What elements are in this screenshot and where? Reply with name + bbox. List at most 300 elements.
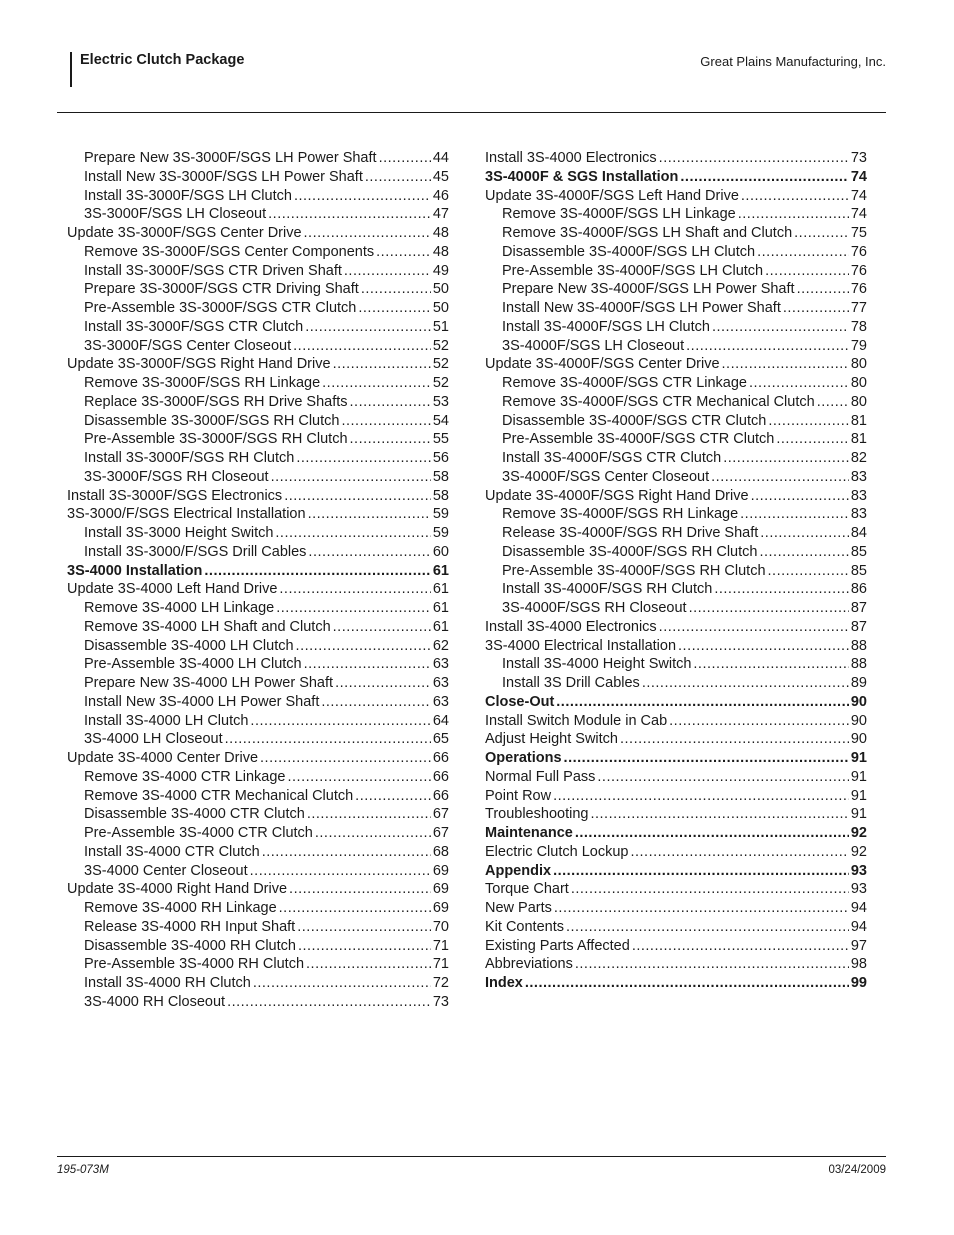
dot-leader bbox=[298, 937, 431, 956]
toc-entry[interactable] bbox=[485, 430, 867, 449]
toc-entry-title: Install 3S-4000 Height Switch bbox=[502, 656, 692, 673]
toc-entry-title: Existing Parts Affected bbox=[485, 937, 630, 954]
toc-entry[interactable] bbox=[67, 562, 449, 581]
dot-leader bbox=[358, 299, 430, 318]
toc-entry-title: Update 3S-4000F/SGS Left Hand Drive bbox=[485, 187, 739, 204]
toc-entry[interactable] bbox=[485, 505, 867, 524]
toc-entry[interactable] bbox=[67, 449, 449, 468]
toc-entry[interactable] bbox=[485, 862, 867, 881]
toc-entry-page: 84 bbox=[850, 525, 867, 541]
toc-entry-title: Pre-Assemble 3S-3000F/SGS RH Clutch bbox=[84, 431, 348, 448]
toc-entry[interactable] bbox=[485, 712, 867, 731]
dot-leader bbox=[783, 299, 849, 318]
dot-leader bbox=[760, 524, 849, 543]
dot-leader bbox=[306, 955, 431, 974]
toc-entry-page: 48 bbox=[432, 243, 449, 260]
toc-entry-page: 88 bbox=[850, 656, 867, 673]
toc-entry[interactable] bbox=[485, 599, 867, 618]
dot-leader bbox=[776, 430, 848, 449]
toc-entry[interactable] bbox=[485, 149, 867, 168]
toc-entry-title: Pre-Assemble 3S-4000 CTR Clutch bbox=[84, 825, 313, 841]
dot-leader bbox=[296, 637, 431, 656]
toc-entry-page: 91 bbox=[850, 768, 867, 785]
dot-leader bbox=[678, 637, 849, 656]
toc-entry-page: 91 bbox=[850, 806, 867, 823]
toc-entry-page: 62 bbox=[432, 637, 449, 654]
dot-leader bbox=[686, 337, 849, 356]
toc-entry-page: 61 bbox=[432, 600, 449, 616]
toc-entry[interactable] bbox=[67, 618, 449, 637]
toc-entry-title: Install 3S-4000 Electronics bbox=[485, 150, 657, 166]
toc-entry-title: 3S-3000F/SGS Center Closeout bbox=[84, 337, 292, 354]
toc-entry[interactable] bbox=[485, 337, 867, 356]
toc-entry-title: Remove 3S-4000 LH Shaft and Clutch bbox=[84, 618, 331, 635]
toc-entry-page: 59 bbox=[432, 525, 449, 541]
toc-entry-page: 90 bbox=[850, 731, 867, 748]
toc-entry-page: 55 bbox=[432, 431, 449, 448]
toc-entry[interactable] bbox=[67, 543, 449, 562]
toc-entry[interactable] bbox=[485, 787, 867, 806]
dot-leader bbox=[322, 374, 431, 393]
toc-entry-page: 66 bbox=[432, 787, 449, 804]
toc-entry-title: Prepare New 3S-3000F/SGS LH Power Shaft bbox=[84, 150, 377, 166]
toc-entry-page: 60 bbox=[432, 543, 449, 560]
dot-leader bbox=[630, 843, 848, 862]
dot-leader bbox=[768, 412, 849, 431]
toc-entry[interactable] bbox=[485, 243, 867, 262]
toc-entry-title: Torque Chart bbox=[485, 881, 569, 898]
dot-leader bbox=[355, 787, 431, 806]
toc-entry-title: 3S-4000F/SGS LH Closeout bbox=[502, 337, 685, 354]
toc-entry[interactable] bbox=[485, 168, 867, 187]
dot-leader bbox=[289, 880, 431, 899]
toc-entry-page: 83 bbox=[850, 506, 867, 523]
toc-entry[interactable] bbox=[485, 374, 867, 393]
toc-entry-page: 74 bbox=[850, 187, 867, 204]
toc-entry[interactable] bbox=[67, 862, 449, 881]
toc-entry[interactable] bbox=[67, 299, 449, 318]
toc-entry-page: 93 bbox=[850, 881, 867, 898]
toc-entry-title: Troubleshooting bbox=[485, 806, 589, 823]
toc-entry-title: Prepare 3S-3000F/SGS CTR Driving Shaft bbox=[84, 281, 359, 298]
toc-entry[interactable] bbox=[485, 262, 867, 281]
toc-entry-page: 83 bbox=[850, 468, 867, 485]
toc-entry[interactable] bbox=[67, 899, 449, 918]
toc-entry[interactable] bbox=[67, 843, 449, 862]
dot-leader bbox=[553, 862, 849, 881]
toc-entry[interactable] bbox=[67, 880, 449, 899]
toc-entry-title: Update 3S-4000F/SGS Center Drive bbox=[485, 356, 720, 373]
toc-entry-title: Remove 3S-4000 CTR Mechanical Clutch bbox=[84, 787, 354, 804]
toc-entry[interactable] bbox=[485, 318, 867, 337]
dot-leader bbox=[294, 187, 431, 206]
toc-entry-title: Remove 3S-4000F/SGS LH Shaft and Clutch bbox=[502, 225, 793, 241]
toc-entry-page: 80 bbox=[850, 356, 867, 373]
toc-entry-title: Install 3S-4000 CTR Clutch bbox=[84, 843, 260, 860]
toc-entry-title: Pre-Assemble 3S-4000 RH Clutch bbox=[84, 956, 305, 973]
dot-leader bbox=[376, 243, 431, 262]
dot-leader bbox=[227, 993, 431, 1012]
toc-entry-title: 3S-3000/F/SGS Electrical Installation bbox=[67, 506, 306, 523]
toc-entry-title: Appendix bbox=[485, 862, 552, 879]
dot-leader bbox=[740, 505, 849, 524]
toc-entry[interactable] bbox=[485, 187, 867, 206]
toc-entry-page: 54 bbox=[432, 412, 449, 429]
toc-entry-title: Prepare New 3S-4000F/SGS LH Power Shaft bbox=[502, 281, 795, 298]
toc-entry[interactable] bbox=[67, 318, 449, 337]
toc-entry-page: 47 bbox=[432, 206, 449, 223]
toc-entry-title: Operations bbox=[485, 750, 562, 766]
toc-entry-title: Point Row bbox=[485, 787, 552, 804]
toc-entry-title: Remove 3S-3000F/SGS RH Linkage bbox=[84, 375, 321, 391]
dot-leader bbox=[279, 580, 430, 599]
toc-entry-page: 71 bbox=[432, 956, 449, 973]
dot-leader bbox=[759, 543, 848, 562]
toc-entry-title: Pre-Assemble 3S-4000F/SGS RH Clutch bbox=[502, 562, 766, 579]
dot-leader bbox=[797, 280, 849, 299]
toc-entry-title: Pre-Assemble 3S-4000 LH Clutch bbox=[84, 656, 302, 673]
toc-entry-title: Update 3S-3000F/SGS Right Hand Drive bbox=[67, 356, 331, 373]
dot-leader bbox=[680, 168, 848, 187]
toc-entry-page: 72 bbox=[432, 975, 449, 991]
toc-entry-title: Kit Contents bbox=[485, 918, 564, 935]
dot-leader bbox=[276, 599, 431, 618]
toc-entry-title: 3S-4000 Electrical Installation bbox=[485, 637, 677, 654]
toc-entry[interactable] bbox=[67, 918, 449, 937]
toc-entry[interactable] bbox=[485, 693, 867, 712]
toc-entry-page: 92 bbox=[850, 843, 867, 860]
toc-entry-title: Disassemble 3S-4000F/SGS CTR Clutch bbox=[502, 412, 767, 429]
toc-entry-page: 94 bbox=[850, 918, 867, 935]
toc-entry-page: 87 bbox=[850, 618, 867, 635]
toc-entry[interactable] bbox=[67, 580, 449, 599]
toc-entry[interactable] bbox=[67, 262, 449, 281]
toc-entry[interactable] bbox=[67, 393, 449, 412]
toc-entry-title: Index bbox=[485, 975, 523, 991]
toc-entry[interactable] bbox=[67, 149, 449, 168]
toc-entry[interactable] bbox=[485, 468, 867, 487]
dot-leader bbox=[590, 805, 848, 824]
dot-leader bbox=[689, 599, 849, 618]
toc-entry[interactable] bbox=[67, 374, 449, 393]
toc-entry[interactable] bbox=[67, 712, 449, 731]
toc-entry[interactable] bbox=[67, 505, 449, 524]
toc-entry[interactable] bbox=[485, 355, 867, 374]
toc-entry[interactable] bbox=[67, 487, 449, 506]
toc-entry-title: Install 3S-4000F/SGS LH Clutch bbox=[502, 318, 710, 335]
toc-entry[interactable] bbox=[67, 524, 449, 543]
toc-entry-title: Normal Full Pass bbox=[485, 768, 596, 785]
toc-entry[interactable] bbox=[485, 224, 867, 243]
dot-leader bbox=[350, 430, 431, 449]
toc-entry[interactable] bbox=[485, 749, 867, 768]
toc-entry-page: 73 bbox=[850, 150, 867, 166]
dot-leader bbox=[262, 843, 431, 862]
dot-leader bbox=[749, 374, 849, 393]
toc-entry-page: 82 bbox=[850, 450, 867, 466]
toc-entry-title: Install 3S-4000F/SGS RH Clutch bbox=[502, 581, 713, 598]
toc-column-left bbox=[67, 149, 449, 1012]
toc-entry-title: Disassemble 3S-4000F/SGS RH Clutch bbox=[502, 543, 758, 560]
toc-entry[interactable] bbox=[485, 543, 867, 562]
dot-leader bbox=[741, 187, 849, 206]
toc-entry-page: 65 bbox=[432, 731, 449, 748]
toc-entry-title: Install 3S-3000F/SGS RH Clutch bbox=[84, 450, 295, 466]
dot-leader bbox=[722, 355, 849, 374]
toc-entry-title: Electric Clutch Lockup bbox=[485, 843, 629, 860]
toc-entry-title: Remove 3S-4000F/SGS LH Linkage bbox=[502, 206, 736, 223]
toc-entry-title: Install 3S-4000 Electronics bbox=[485, 618, 657, 635]
toc-entry-page: 45 bbox=[432, 168, 449, 185]
toc-entry[interactable] bbox=[485, 393, 867, 412]
toc-entry-page: 88 bbox=[850, 637, 867, 654]
dot-leader bbox=[268, 205, 431, 224]
toc-entry[interactable] bbox=[67, 205, 449, 224]
toc-entry-page: 81 bbox=[850, 431, 867, 448]
toc-entry-title: Update 3S-4000 Right Hand Drive bbox=[67, 881, 288, 898]
toc-entry[interactable] bbox=[485, 955, 867, 974]
toc-entry[interactable] bbox=[67, 937, 449, 956]
toc-entry[interactable] bbox=[485, 674, 867, 693]
header-marker-bar bbox=[70, 52, 72, 87]
dot-leader bbox=[308, 505, 431, 524]
dot-leader bbox=[571, 880, 849, 899]
toc-entry[interactable] bbox=[67, 430, 449, 449]
dot-leader bbox=[293, 337, 431, 356]
toc-entry[interactable] bbox=[67, 768, 449, 787]
toc-entry-page: 86 bbox=[850, 581, 867, 598]
dot-leader bbox=[304, 655, 431, 674]
toc-entry-title: Update 3S-4000 Center Drive bbox=[67, 750, 259, 766]
toc-entry[interactable] bbox=[67, 993, 449, 1012]
toc-entry-page: 48 bbox=[432, 225, 449, 241]
toc-entry-title: Maintenance bbox=[485, 825, 573, 841]
toc-entry[interactable] bbox=[485, 824, 867, 843]
toc-entry[interactable] bbox=[67, 412, 449, 431]
toc-entry-page: 67 bbox=[432, 825, 449, 841]
toc-entry-page: 52 bbox=[432, 356, 449, 373]
toc-entry[interactable] bbox=[67, 280, 449, 299]
toc-entry-page: 52 bbox=[432, 337, 449, 354]
dot-leader bbox=[575, 955, 849, 974]
toc-entry-page: 89 bbox=[850, 675, 867, 691]
toc-entry-title: Remove 3S-4000 CTR Linkage bbox=[84, 768, 286, 785]
dot-leader bbox=[288, 768, 431, 787]
toc-entry[interactable] bbox=[67, 468, 449, 487]
toc-entry[interactable] bbox=[485, 524, 867, 543]
dot-leader bbox=[250, 712, 430, 731]
toc-entry[interactable] bbox=[67, 805, 449, 824]
toc-entry-title: Install 3S-3000F/SGS CTR Driven Shaft bbox=[84, 262, 342, 279]
toc-entry-title: 3S-3000F/SGS LH Closeout bbox=[84, 206, 267, 223]
toc-entry[interactable] bbox=[485, 280, 867, 299]
toc-entry-title: 3S-4000 Installation bbox=[67, 562, 203, 579]
toc-entry[interactable] bbox=[67, 955, 449, 974]
toc-entry-page: 63 bbox=[432, 693, 449, 710]
toc-entry[interactable] bbox=[485, 880, 867, 899]
toc-entry-title: 3S-3000F/SGS RH Closeout bbox=[84, 468, 269, 485]
toc-entry-page: 69 bbox=[432, 862, 449, 879]
toc-entry-title: Install New 3S-3000F/SGS LH Power Shaft bbox=[84, 168, 363, 185]
toc-entry-page: 79 bbox=[850, 337, 867, 354]
company-name: Great Plains Manufacturing, Inc. bbox=[700, 54, 886, 69]
dot-leader bbox=[642, 674, 849, 693]
toc-entry[interactable] bbox=[485, 974, 867, 993]
toc-entry-page: 76 bbox=[850, 281, 867, 298]
dot-leader bbox=[333, 355, 431, 374]
toc-entry-title: Install New 3S-4000F/SGS LH Power Shaft bbox=[502, 300, 781, 316]
toc-entry-title: 3S-4000 Center Closeout bbox=[84, 862, 248, 879]
toc-entry-page: 74 bbox=[850, 206, 867, 223]
toc-entry-page: 71 bbox=[432, 937, 449, 954]
toc-entry-title: Pre-Assemble 3S-4000F/SGS CTR Clutch bbox=[502, 431, 775, 448]
dot-leader bbox=[296, 449, 431, 468]
toc-entry[interactable] bbox=[67, 187, 449, 206]
toc-entry-title: Install 3S-4000 LH Clutch bbox=[84, 712, 249, 729]
toc-entry-title: Disassemble 3S-4000F/SGS LH Clutch bbox=[502, 243, 756, 260]
toc-entry-title: Install 3S-3000/F/SGS Drill Cables bbox=[84, 543, 307, 560]
dot-leader bbox=[525, 974, 849, 993]
toc-entry-page: 63 bbox=[432, 656, 449, 673]
toc-entry[interactable] bbox=[485, 412, 867, 431]
dot-leader bbox=[768, 562, 849, 581]
toc-entry-title: Disassemble 3S-4000 CTR Clutch bbox=[84, 806, 305, 823]
toc-entry-page: 69 bbox=[432, 900, 449, 916]
dot-leader bbox=[723, 449, 849, 468]
toc-entry-title: 3S-4000 RH Closeout bbox=[84, 993, 226, 1010]
toc-entry[interactable] bbox=[67, 637, 449, 656]
toc-entry-title: Install New 3S-4000 LH Power Shaft bbox=[84, 693, 320, 710]
toc-entry-title: Install 3S Drill Cables bbox=[502, 675, 640, 691]
toc-entry[interactable] bbox=[485, 637, 867, 656]
dot-leader bbox=[321, 693, 431, 712]
toc-entry-page: 51 bbox=[432, 318, 449, 335]
toc-entry-page: 52 bbox=[432, 375, 449, 391]
toc-entry-page: 80 bbox=[850, 375, 867, 391]
toc-entry[interactable] bbox=[67, 749, 449, 768]
toc-entry-title: Disassemble 3S-3000F/SGS RH Clutch bbox=[84, 412, 340, 429]
dot-leader bbox=[566, 918, 849, 937]
toc-entry-title: Remove 3S-4000 RH Linkage bbox=[84, 900, 277, 916]
toc-entry[interactable] bbox=[485, 299, 867, 318]
dot-leader bbox=[304, 224, 431, 243]
dot-leader bbox=[564, 749, 849, 768]
toc-entry-title: Install 3S-3000F/SGS Electronics bbox=[67, 487, 283, 504]
dot-leader bbox=[751, 487, 849, 506]
dot-leader bbox=[271, 468, 431, 487]
toc-entry[interactable] bbox=[67, 974, 449, 993]
toc-entry-page: 66 bbox=[432, 768, 449, 785]
dot-leader bbox=[575, 824, 849, 843]
toc-entry[interactable] bbox=[67, 243, 449, 262]
dot-leader bbox=[225, 730, 431, 749]
toc-entry-page: 87 bbox=[850, 600, 867, 616]
dot-leader bbox=[279, 899, 431, 918]
toc-entry-title: Close-Out bbox=[485, 693, 555, 710]
toc-entry-title: 3S-4000F/SGS Center Closeout bbox=[502, 468, 710, 485]
dot-leader bbox=[308, 543, 430, 562]
toc-entry[interactable] bbox=[485, 580, 867, 599]
dot-leader bbox=[275, 524, 430, 543]
toc-entry-page: 99 bbox=[850, 975, 867, 991]
toc-entry-title: New Parts bbox=[485, 900, 552, 916]
dot-leader bbox=[794, 224, 849, 243]
toc-entry[interactable] bbox=[485, 768, 867, 787]
toc-entry-title: Install 3S-3000F/SGS LH Clutch bbox=[84, 187, 292, 204]
toc-entry[interactable] bbox=[485, 487, 867, 506]
toc-entry-title: Remove 3S-4000F/SGS CTR Mechanical Clutch bbox=[502, 393, 815, 410]
dot-leader bbox=[297, 918, 431, 937]
dot-leader bbox=[341, 412, 430, 431]
toc-entry-page: 76 bbox=[850, 243, 867, 260]
toc-entry-page: 58 bbox=[432, 468, 449, 485]
toc-entry-page: 93 bbox=[850, 862, 867, 879]
toc-entry-page: 44 bbox=[432, 150, 449, 166]
toc-entry[interactable] bbox=[485, 899, 867, 918]
revision-date: 03/24/2009 bbox=[828, 1164, 886, 1176]
toc-entry[interactable] bbox=[485, 655, 867, 674]
toc-entry[interactable] bbox=[67, 337, 449, 356]
toc-entry-page: 50 bbox=[432, 300, 449, 316]
toc-entry[interactable] bbox=[485, 843, 867, 862]
dot-leader bbox=[757, 243, 849, 262]
toc-entry-page: 46 bbox=[432, 187, 449, 204]
toc-entry[interactable] bbox=[485, 730, 867, 749]
toc-entry-title: Update 3S-4000 Left Hand Drive bbox=[67, 581, 278, 598]
dot-leader bbox=[553, 787, 849, 806]
toc-entry-page: 83 bbox=[850, 487, 867, 504]
toc-entry[interactable] bbox=[67, 168, 449, 187]
toc-entry[interactable] bbox=[485, 562, 867, 581]
toc-entry-page: 69 bbox=[432, 881, 449, 898]
dot-leader bbox=[556, 693, 849, 712]
toc-entry[interactable] bbox=[67, 599, 449, 618]
toc-entry-page: 53 bbox=[432, 393, 449, 410]
dot-leader bbox=[344, 262, 431, 281]
toc-entry-page: 58 bbox=[432, 487, 449, 504]
toc-entry[interactable] bbox=[485, 805, 867, 824]
toc-entry-page: 85 bbox=[850, 543, 867, 560]
toc-entry[interactable] bbox=[67, 824, 449, 843]
toc-entry[interactable] bbox=[485, 205, 867, 224]
toc-entry-page: 77 bbox=[850, 300, 867, 316]
toc-entry[interactable] bbox=[485, 449, 867, 468]
toc-entry[interactable] bbox=[67, 730, 449, 749]
dot-leader bbox=[365, 168, 431, 187]
toc-entry-page: 75 bbox=[850, 225, 867, 241]
toc-entry[interactable] bbox=[67, 224, 449, 243]
toc-entry[interactable] bbox=[67, 693, 449, 712]
dot-leader bbox=[260, 749, 431, 768]
toc-entry-title: Pre-Assemble 3S-3000F/SGS CTR Clutch bbox=[84, 300, 357, 316]
toc-entry-title: Release 3S-4000F/SGS RH Drive Shaft bbox=[502, 525, 759, 541]
toc-entry[interactable] bbox=[485, 937, 867, 956]
toc-entry-page: 90 bbox=[850, 693, 867, 710]
toc-entry[interactable] bbox=[67, 787, 449, 806]
toc-entry[interactable] bbox=[485, 618, 867, 637]
toc-entry[interactable] bbox=[67, 674, 449, 693]
dot-leader bbox=[361, 280, 431, 299]
dot-leader bbox=[632, 937, 849, 956]
toc-entry[interactable] bbox=[485, 918, 867, 937]
toc-entry-title: 3S-4000F/SGS RH Closeout bbox=[502, 600, 687, 616]
page-section-title: Electric Clutch Package bbox=[80, 52, 245, 68]
toc-entry-page: 76 bbox=[850, 262, 867, 279]
toc-entry-page: 94 bbox=[850, 900, 867, 916]
toc-entry[interactable] bbox=[67, 655, 449, 674]
toc-entry[interactable] bbox=[67, 355, 449, 374]
dot-leader bbox=[284, 487, 431, 506]
